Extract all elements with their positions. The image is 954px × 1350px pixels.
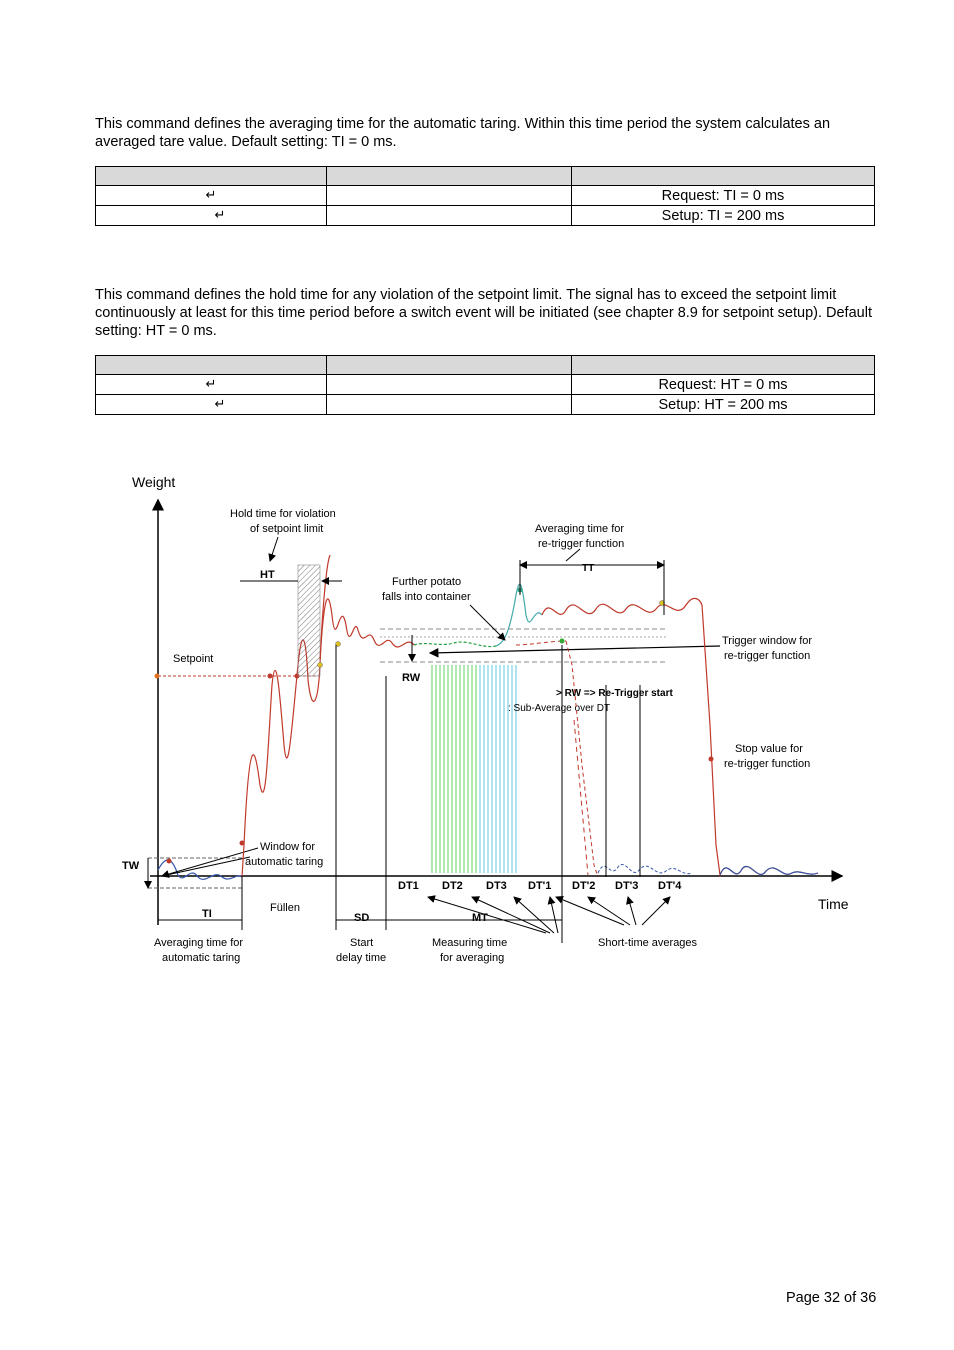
enter-icon: ↵: [205, 377, 217, 392]
further-potato-label: Further potato falls into container: [382, 576, 471, 603]
start-delay-label: Start delay time: [336, 937, 387, 964]
retrigger-diagram: [110, 465, 870, 985]
dt-prime1-label: DT'1: [528, 880, 552, 892]
tt-label: TT: [582, 563, 595, 574]
short-time-label: Short-time averages: [598, 937, 698, 949]
ti-description: This command defines the averaging time for the automatic taring. Within this time period the system calculates an averaged tare value. Default setting: TI = 0 ms.: [95, 116, 831, 150]
hold-time-label: Hold time for violation of setpoint limit: [230, 508, 336, 535]
y-axis-label: Weight: [132, 474, 176, 490]
sd-label: SD: [354, 912, 370, 924]
table-cell: Request: TI = 0 ms: [572, 186, 875, 206]
table-row: [96, 395, 875, 415]
fuellen-label: Füllen: [270, 902, 300, 914]
table-row: [96, 375, 875, 395]
enter-icon: ↵: [214, 397, 226, 412]
table-cell: Setup: TI = 200 ms: [572, 206, 875, 226]
enter-icon: ↵: [205, 188, 217, 203]
dt3-label: DT3: [486, 880, 507, 892]
dt-prime4-label: DT'4: [658, 880, 682, 892]
enter-icon: ↵: [214, 208, 226, 223]
ht-label: HT: [260, 569, 275, 581]
window-taring-label: Window for automatic taring: [245, 841, 324, 868]
mt-label: MT: [472, 912, 488, 924]
ti-label: TI: [202, 908, 212, 920]
measuring-time-label: Measuring time for averaging: [432, 937, 508, 964]
table-row: [96, 206, 875, 226]
trigger-window-label: Trigger window for re-trigger function: [722, 635, 813, 662]
dt-prime2-label: DT'2: [572, 880, 596, 892]
table-cell: Setup: HT = 200 ms: [572, 395, 875, 415]
setpoint-label: Setpoint: [173, 653, 214, 665]
averaging-retrigger-label: Averaging time for re-trigger function: [535, 523, 625, 550]
x-axis-label: Time: [818, 896, 849, 912]
page-number: Page 32 of 36: [786, 1290, 877, 1306]
ht-description: This command defines the hold time for any violation of the setpoint limit. The signal has to exceed the setpoint limit continuously at least for this time period before a switch event will be initiated (see chapter 8.9 for setpoint setup). Default setting: HT = 0 ms.: [95, 287, 872, 339]
rw-label: RW: [402, 672, 421, 684]
dt-prime3-label: DT'3: [615, 880, 639, 892]
ht-command-table: [95, 355, 875, 415]
sub-average-label: : Sub-Average over DT: [508, 703, 611, 714]
table-header-row: [96, 356, 875, 375]
table-header-row: [96, 167, 875, 186]
dt1-label: DT1: [398, 880, 419, 892]
dt2-label: DT2: [442, 880, 463, 892]
averaging-taring-label: Averaging time for automatic taring: [154, 937, 244, 964]
table-cell: Request: HT = 0 ms: [572, 375, 875, 395]
ti-command-table: [95, 166, 875, 226]
retrigger-start-label: > RW => Re-Trigger start: [556, 688, 673, 699]
stop-value-label: Stop value for re-trigger function: [724, 743, 811, 770]
table-row: [96, 186, 875, 206]
tw-label: TW: [122, 860, 140, 872]
